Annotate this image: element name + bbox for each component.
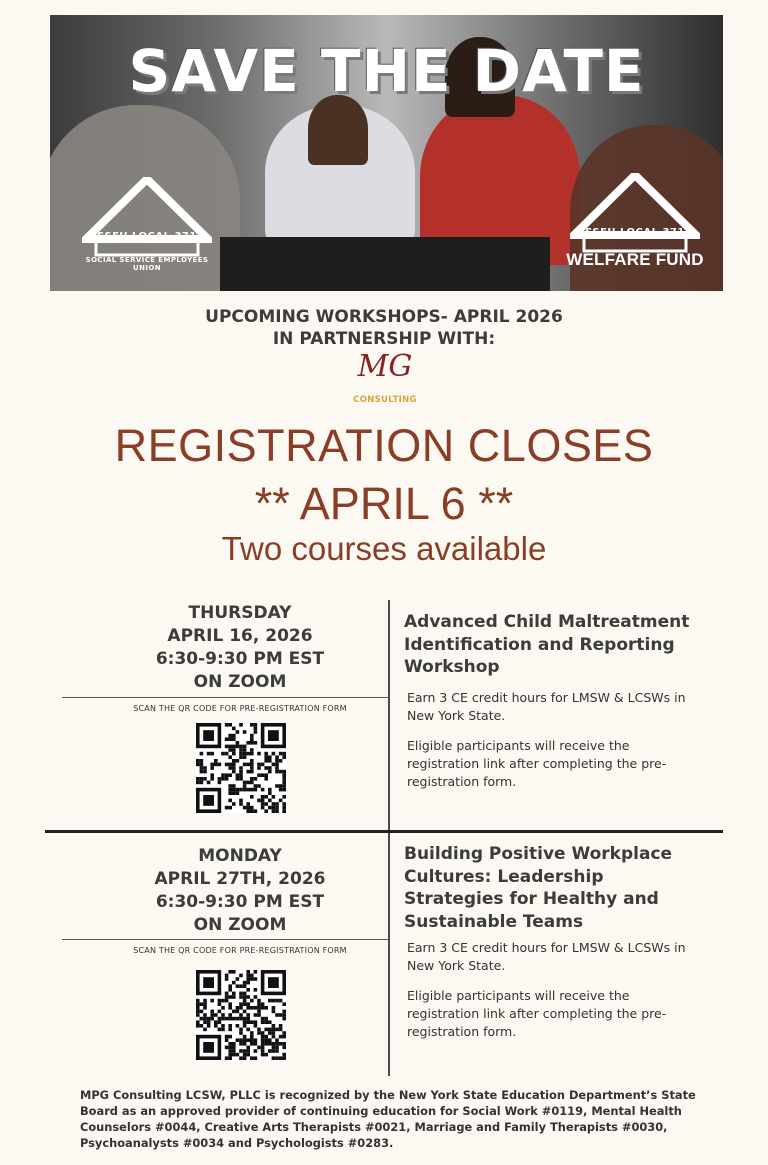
session-1-date: APRIL 16, 2026 [167,626,313,646]
session-2-venue: ON ZOOM [193,915,287,935]
intro-heading [0,306,768,350]
sseu-roof-icon [570,173,700,253]
session-1-scan-note: SCAN THE QR CODE FOR PRE-REGISTRATION FORM [133,704,347,713]
hero-photo-person-head [308,95,368,165]
session-2-eligibility: Eligible participants will receive the registration link after completing the pre-registration form. [407,988,667,1039]
hero-title: SAVE THE DATE [128,37,645,105]
session-divider [45,830,723,833]
session-2-credit: Earn 3 CE credit hours for LMSW & LCSWs in New York State. [407,940,686,973]
registration-closes: REGISTRATION CLOSES [114,420,654,471]
session-2-day: MONDAY [198,846,282,866]
registration-date: ** APRIL 6 ** [254,478,514,529]
hero-photo-table [220,237,550,291]
qr-code-icon [196,970,286,1060]
intro-line-2: IN PARTNERSHIP WITH: [272,329,496,349]
session-1-datetime [62,602,418,694]
session-1-time: 6:30-9:30 PM EST [155,649,325,669]
courses-available: Two courses available [221,530,547,567]
session-2-scan-note: SCAN THE QR CODE FOR PRE-REGISTRATION FORM [133,946,347,955]
date-divider [62,939,388,940]
mpg-logo-mark: MG [357,349,413,384]
session-1-day: THURSDAY [188,603,292,623]
qr-code-icon [196,723,286,813]
sseu-logo-right [560,173,710,270]
session-2-date: APRIL 27TH, 2026 [154,869,326,889]
mpg-consulting-logo [345,347,425,411]
session-1-credit: Earn 3 CE credit hours for LMSW & LCSWs in New York State. [407,690,686,723]
accreditation-footer: MPG Consulting LCSW, PLLC is recognized by the New York State Education Department’s State Board as an approved provider of continuing education for Social Work #0119, Mental Health Counselors #0044, Creative Arts Therapists #0021, Marriage and Family Therapists #0030, Psychoanalysts #0034 and Psychologists #0283. [80,1088,696,1150]
sseu-roof-icon [82,177,212,257]
intro-line-1: UPCOMING WORKSHOPS- APRIL 2026 [205,307,563,327]
session-1-venue: ON ZOOM [193,672,287,692]
session-1-eligibility: Eligible participants will receive the registration link after completing the pre-registration form. [407,738,667,789]
sseu-logo-left [72,177,222,272]
session-2-title: Building Positive Workplace Cultures: Leadership Strategies for Healthy and Sustainable Teams [404,844,673,932]
logo-left-name: SSEU LOCAL 371 [97,231,197,242]
hero-banner [50,15,723,291]
session-2-qr-code-icon[interactable] [196,970,286,1060]
date-divider [62,697,388,698]
mpg-logo-text: CONSULTING [353,395,417,405]
logo-right-sub: WELFARE FUND [566,250,704,269]
logo-right-name: SSEU LOCAL 371 [585,227,685,238]
session-2-time: 6:30-9:30 PM EST [155,892,325,912]
logo-left-sub: SOCIAL SERVICE EMPLOYEES UNION [85,256,209,272]
session-1-title: Advanced Child Maltreatment Identification and Reporting Workshop [404,612,690,677]
session-2-datetime [62,845,418,937]
session-1-qr-code-icon[interactable] [196,723,286,813]
